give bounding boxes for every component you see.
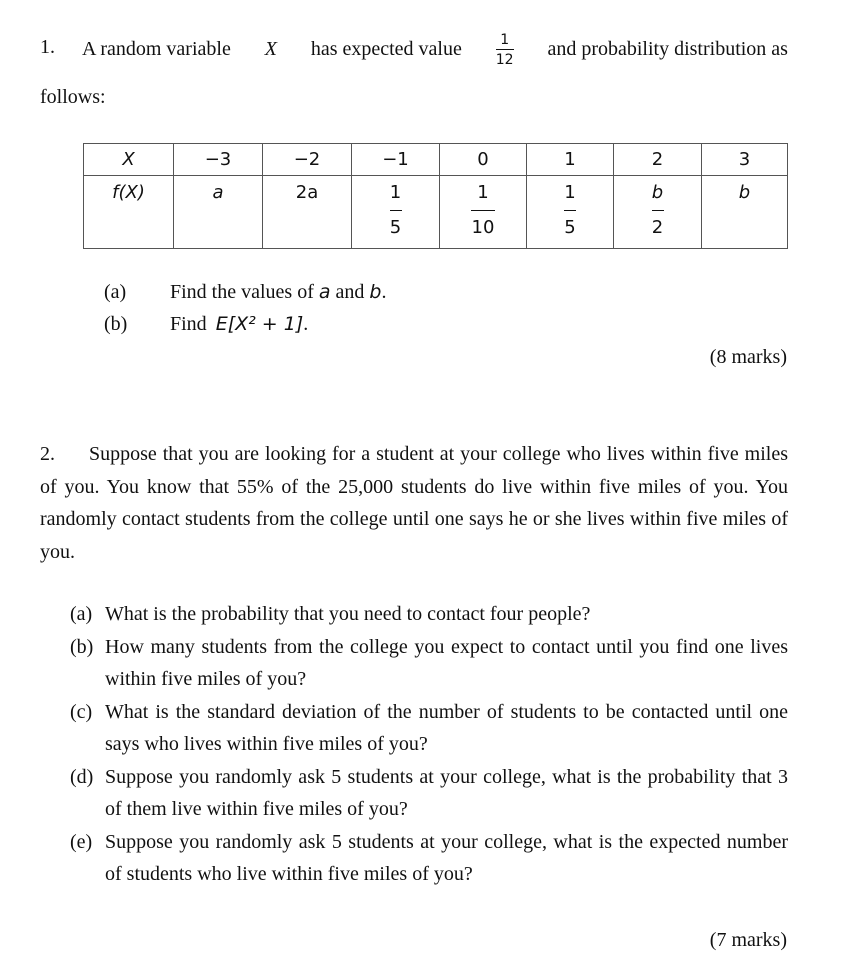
q1-part-a-text xyxy=(170,281,386,304)
q1-part-b-text xyxy=(170,313,308,336)
expectation-expression: E[X² + 1] xyxy=(215,313,304,335)
var-a: a xyxy=(318,281,331,303)
part-text-end: . xyxy=(381,281,387,303)
cell-fraction xyxy=(471,184,495,237)
part-label: (b) xyxy=(104,313,128,335)
cell-fraction xyxy=(564,184,576,237)
part-text: How many students from the college you expect to contact until you find one lives within five miles of you? xyxy=(105,635,788,690)
ev-denominator: 12 xyxy=(495,52,514,68)
table-cell xyxy=(440,176,527,249)
q1-intro-a: A random variable xyxy=(82,37,231,60)
part-label: (a) xyxy=(70,603,93,625)
fraction-bar xyxy=(390,210,402,211)
q2-marks: (7 marks) xyxy=(709,929,787,951)
part-text: Find the values of xyxy=(170,281,314,303)
part-text: Suppose you randomly ask 5 students at your college, what is the expected number of students who live within five miles of you? xyxy=(105,830,788,885)
fraction-numerator: 1 xyxy=(564,182,576,203)
probability-distribution-table xyxy=(83,143,788,249)
cell-fraction xyxy=(652,184,664,237)
part-text: Find xyxy=(170,313,207,335)
q1-var-x: X xyxy=(264,37,277,60)
fraction-denominator: 2 xyxy=(651,217,664,238)
fraction-bar xyxy=(471,210,495,211)
q2-part xyxy=(70,761,788,826)
ev-numerator: 1 xyxy=(500,32,510,48)
q2-part xyxy=(70,696,788,761)
q1-part-a xyxy=(104,281,126,304)
q2-part xyxy=(70,598,788,631)
part-label: (b) xyxy=(70,635,94,658)
var-b: b xyxy=(369,281,382,303)
part-text-end: . xyxy=(303,313,309,335)
q1-marks: (8 marks) xyxy=(709,346,787,368)
part-label: (a) xyxy=(104,281,127,303)
fraction-denominator: 5 xyxy=(564,217,576,238)
table-cell: −1 xyxy=(352,144,440,176)
table-header-x: X xyxy=(84,144,174,176)
q1-intro-line xyxy=(82,32,788,68)
table-row-fx xyxy=(84,176,788,249)
q1-number: 1. xyxy=(40,36,55,58)
q2-parts-list xyxy=(70,598,788,891)
expected-value-fraction xyxy=(496,33,514,67)
fraction-bar xyxy=(564,210,576,211)
part-label: (e) xyxy=(70,830,93,853)
table-cell: 2a xyxy=(263,176,352,249)
table-cell xyxy=(614,176,702,249)
table-cell: 1 xyxy=(527,144,614,176)
part-text: What is the probability that you need to contact four people? xyxy=(105,603,591,625)
table-cell: 0 xyxy=(440,144,527,176)
table-cell xyxy=(527,176,614,249)
part-text: Suppose you randomly ask 5 students at your college, what is the probability that 3 of them live within five miles of you? xyxy=(105,765,788,820)
fraction-numerator: 1 xyxy=(477,182,489,203)
table-cell: a xyxy=(174,176,263,249)
q2-number: 2. xyxy=(40,443,55,465)
table-cell: −3 xyxy=(174,144,263,176)
table-cell: 3 xyxy=(702,144,788,176)
q1-intro-b: has expected value xyxy=(310,37,462,60)
table-cell: −2 xyxy=(263,144,352,176)
q1-part-b xyxy=(104,313,127,336)
q1-intro-d: follows: xyxy=(40,86,106,108)
table-cell xyxy=(352,176,440,249)
q2-text: Suppose that you are looking for a student at your college who lives within five miles of you. You know that 55% of the 25,000 students do live within five miles of you. You randomly contact students from the college until one says he or she lives within five miles of you. xyxy=(40,443,788,563)
table-cell: 2 xyxy=(614,144,702,176)
q1-intro-c: and probability distribution as xyxy=(547,37,788,60)
q2-paragraph xyxy=(40,438,788,568)
table-header-fx: f(X) xyxy=(84,176,174,249)
table-cell: b xyxy=(702,176,788,249)
fraction-denominator: 5 xyxy=(389,217,402,238)
part-label: (d) xyxy=(70,765,94,788)
q2-part xyxy=(70,631,788,696)
cell-fraction xyxy=(390,184,402,237)
table-row-x xyxy=(84,144,788,176)
fraction-bar xyxy=(652,210,664,211)
q2-part xyxy=(70,826,788,891)
fraction-numerator: b xyxy=(651,182,664,203)
part-text: What is the standard deviation of the number of students to be contacted until one says who lives within five miles of you? xyxy=(105,700,788,755)
part-label: (c) xyxy=(70,700,93,723)
part-text-and: and xyxy=(335,281,365,303)
fraction-denominator: 10 xyxy=(471,217,495,238)
fraction-numerator: 1 xyxy=(389,182,402,203)
